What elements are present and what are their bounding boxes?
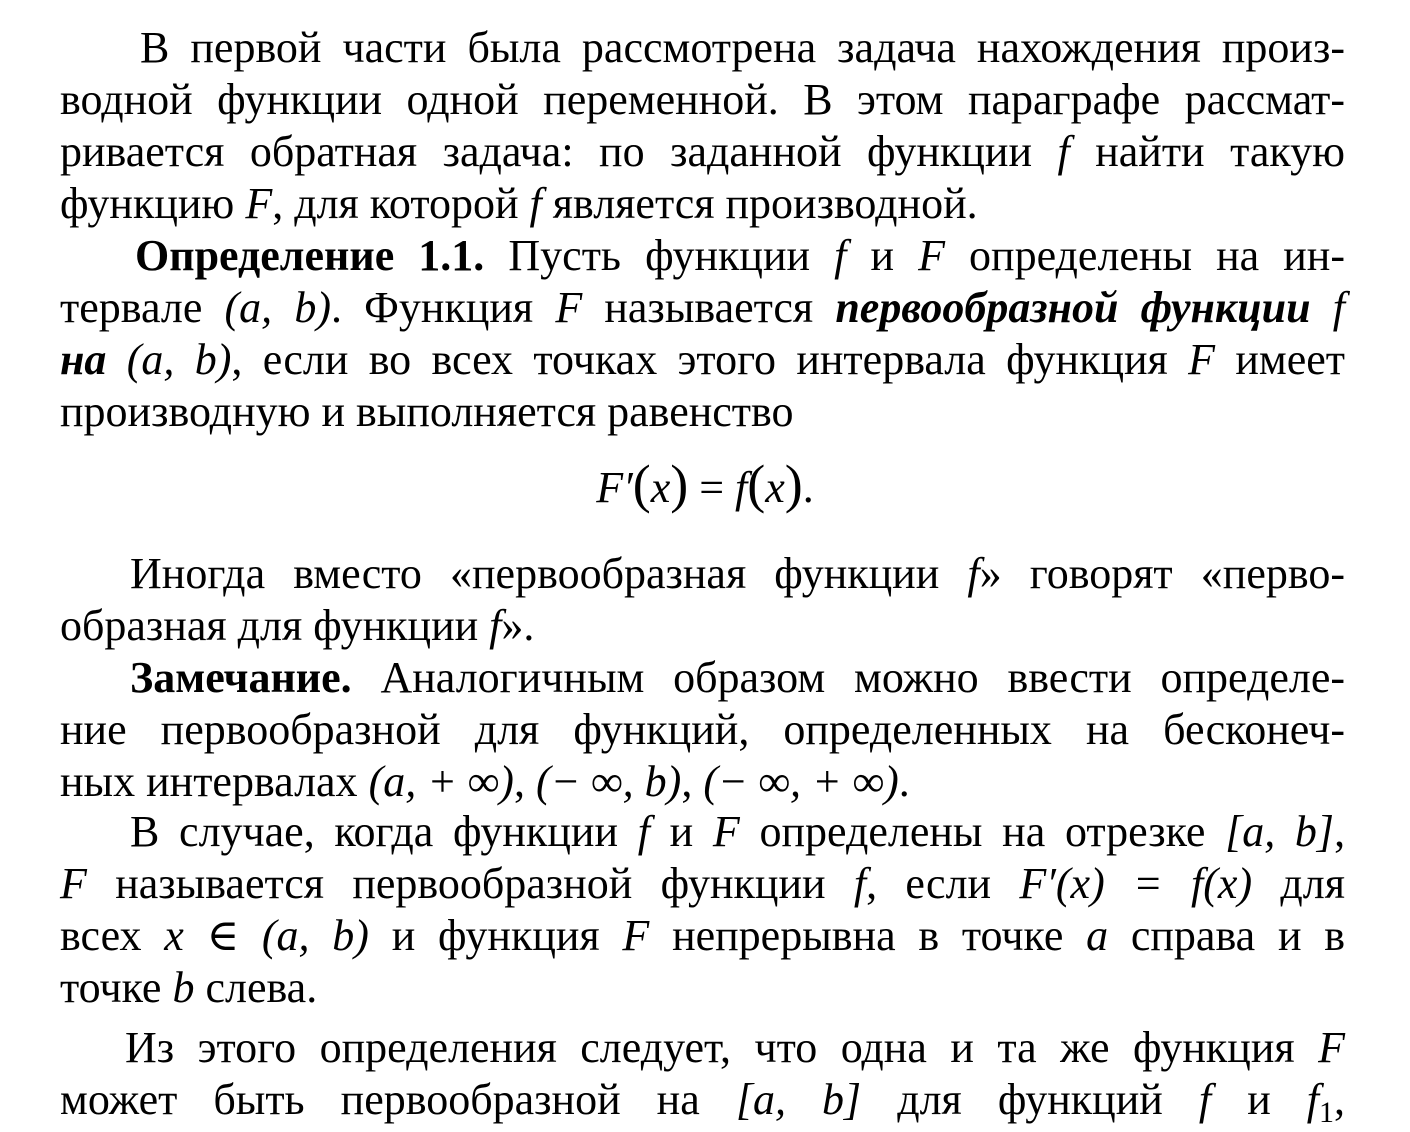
display-formula — [0, 454, 1410, 514]
math-symbol: x — [765, 463, 785, 512]
text: Иногда вместо «первообразная функции — [130, 549, 940, 598]
text: и — [870, 231, 894, 280]
text-line — [60, 126, 1345, 178]
text: В случае, когда функции — [130, 807, 618, 856]
text: и — [1247, 1075, 1271, 1124]
text-line — [60, 962, 1345, 1014]
math-symbol: F — [60, 859, 87, 908]
text: функцию — [60, 179, 235, 228]
text: всех — [60, 911, 142, 960]
math-symbol: x — [650, 463, 671, 512]
math-symbol: f — [735, 463, 748, 512]
text: непрерывна в точке — [672, 911, 1064, 960]
text: , если во всех точках этого интервала функция — [231, 335, 1168, 384]
math-symbol: F — [622, 911, 650, 960]
text-line — [60, 74, 1345, 126]
math-interval: (− ∞, + ∞) — [703, 757, 899, 806]
text: Пусть функции — [508, 231, 811, 280]
math-equation: F′(x) = f(x) — [1019, 859, 1253, 908]
text: и — [669, 807, 694, 856]
text: ние первообразной для функций, определенных на бесконеч- — [60, 705, 1345, 754]
text: ». — [501, 601, 535, 650]
text: , для которой — [272, 179, 519, 228]
remark-line — [60, 704, 1345, 756]
text: . — [898, 757, 910, 806]
text: определены на отрезке — [759, 807, 1206, 856]
text: В первой части была рассмотрена задача нахождения произ- — [140, 23, 1345, 72]
definition-line — [135, 230, 1345, 282]
text: » говорят «перво- — [979, 549, 1345, 598]
text: ривается обратная задача: по заданной функции — [60, 127, 1032, 176]
paren: ) — [784, 454, 803, 514]
text: справа и в — [1130, 911, 1346, 960]
subscript: 1 — [1319, 1096, 1335, 1129]
text: ных интервалах — [60, 757, 358, 806]
math-symbol: f — [834, 231, 847, 280]
math-symbol: a — [1086, 911, 1109, 960]
paren: ) — [670, 454, 689, 514]
paren: ( — [747, 454, 766, 514]
text-line — [60, 910, 1345, 962]
math-interval: (a, + ∞) — [368, 757, 514, 806]
text: может быть первообразной на — [60, 1075, 700, 1124]
text: . Функция — [330, 283, 534, 332]
math-symbol: f — [1198, 1075, 1212, 1124]
math-symbol: F′ — [596, 463, 633, 512]
text: Аналогичным образом можно ввести определе- — [380, 653, 1346, 702]
text: водной функции одной переменной. В этом параграфе рассмат- — [60, 75, 1345, 124]
math-symbol: F — [712, 807, 740, 856]
text: для — [1280, 859, 1346, 908]
math-expression: x ∈ (a, b) — [164, 911, 369, 960]
math-symbol: F — [1318, 1023, 1346, 1072]
math-interval: (− ∞, b) — [535, 757, 682, 806]
text: , — [1334, 807, 1346, 856]
definition-line — [60, 386, 1345, 438]
text: для функций — [897, 1075, 1163, 1124]
text: является производной. — [552, 179, 978, 228]
math-interval: (a, b) — [224, 283, 331, 332]
definition-label: Определение 1.1. — [135, 231, 485, 280]
text: , — [513, 757, 525, 806]
math-symbol-f1 — [1306, 1075, 1335, 1129]
math-symbol: f — [853, 859, 867, 908]
math-symbol: F — [1188, 335, 1215, 384]
math-symbol: f — [1057, 127, 1070, 176]
text-line — [60, 178, 1345, 230]
text-line — [60, 1074, 1345, 1132]
text: слева. — [205, 963, 318, 1012]
math-symbol: F — [555, 283, 583, 332]
math-symbol: f — [1332, 283, 1345, 332]
text-line — [130, 806, 1345, 858]
math-symbol: f — [637, 807, 650, 856]
text-line — [60, 858, 1345, 910]
math-symbol: f — [967, 549, 980, 598]
text: определены на ин- — [969, 231, 1346, 280]
text: производную и выполняется равенство — [60, 387, 794, 436]
math-symbol: f — [489, 601, 502, 650]
paren: ( — [632, 454, 651, 514]
text: тервале — [60, 283, 203, 332]
remark-label: Замечание. — [130, 653, 352, 702]
text: образная для функции — [60, 601, 479, 650]
text: найти такую — [1095, 127, 1346, 176]
math-symbol: F — [918, 231, 945, 280]
math-symbol: f — [1306, 1075, 1320, 1124]
text-line — [130, 548, 1345, 600]
remark-line — [60, 756, 1345, 808]
text-line — [140, 22, 1345, 74]
text-line — [125, 1022, 1345, 1074]
math-symbol: F — [245, 179, 273, 228]
text: и функция — [391, 911, 600, 960]
text: называется первообразной функции — [115, 859, 826, 908]
math-interval: (a, b) — [126, 335, 232, 384]
math-symbol: b — [172, 963, 195, 1012]
text: , если — [866, 859, 992, 908]
text: Из этого определения следует, что одна и та же функция — [125, 1023, 1295, 1072]
remark-line — [130, 652, 1345, 704]
text: называется — [604, 283, 814, 332]
definition-line — [60, 334, 1345, 386]
math-punct: . — [802, 463, 814, 512]
math-operator: = — [699, 463, 725, 512]
text-line — [60, 600, 1345, 652]
math-segment: [a, b] — [1225, 807, 1335, 856]
definition-line — [60, 282, 1345, 334]
text: , — [681, 757, 693, 806]
math-segment: [a, b] — [735, 1075, 862, 1124]
text: точке — [60, 963, 162, 1012]
defined-term: на — [60, 335, 107, 384]
text: имеет — [1235, 335, 1346, 384]
text: , — [1334, 1075, 1346, 1124]
math-symbol: f — [529, 179, 542, 228]
defined-term: первообразной функции — [835, 283, 1311, 332]
